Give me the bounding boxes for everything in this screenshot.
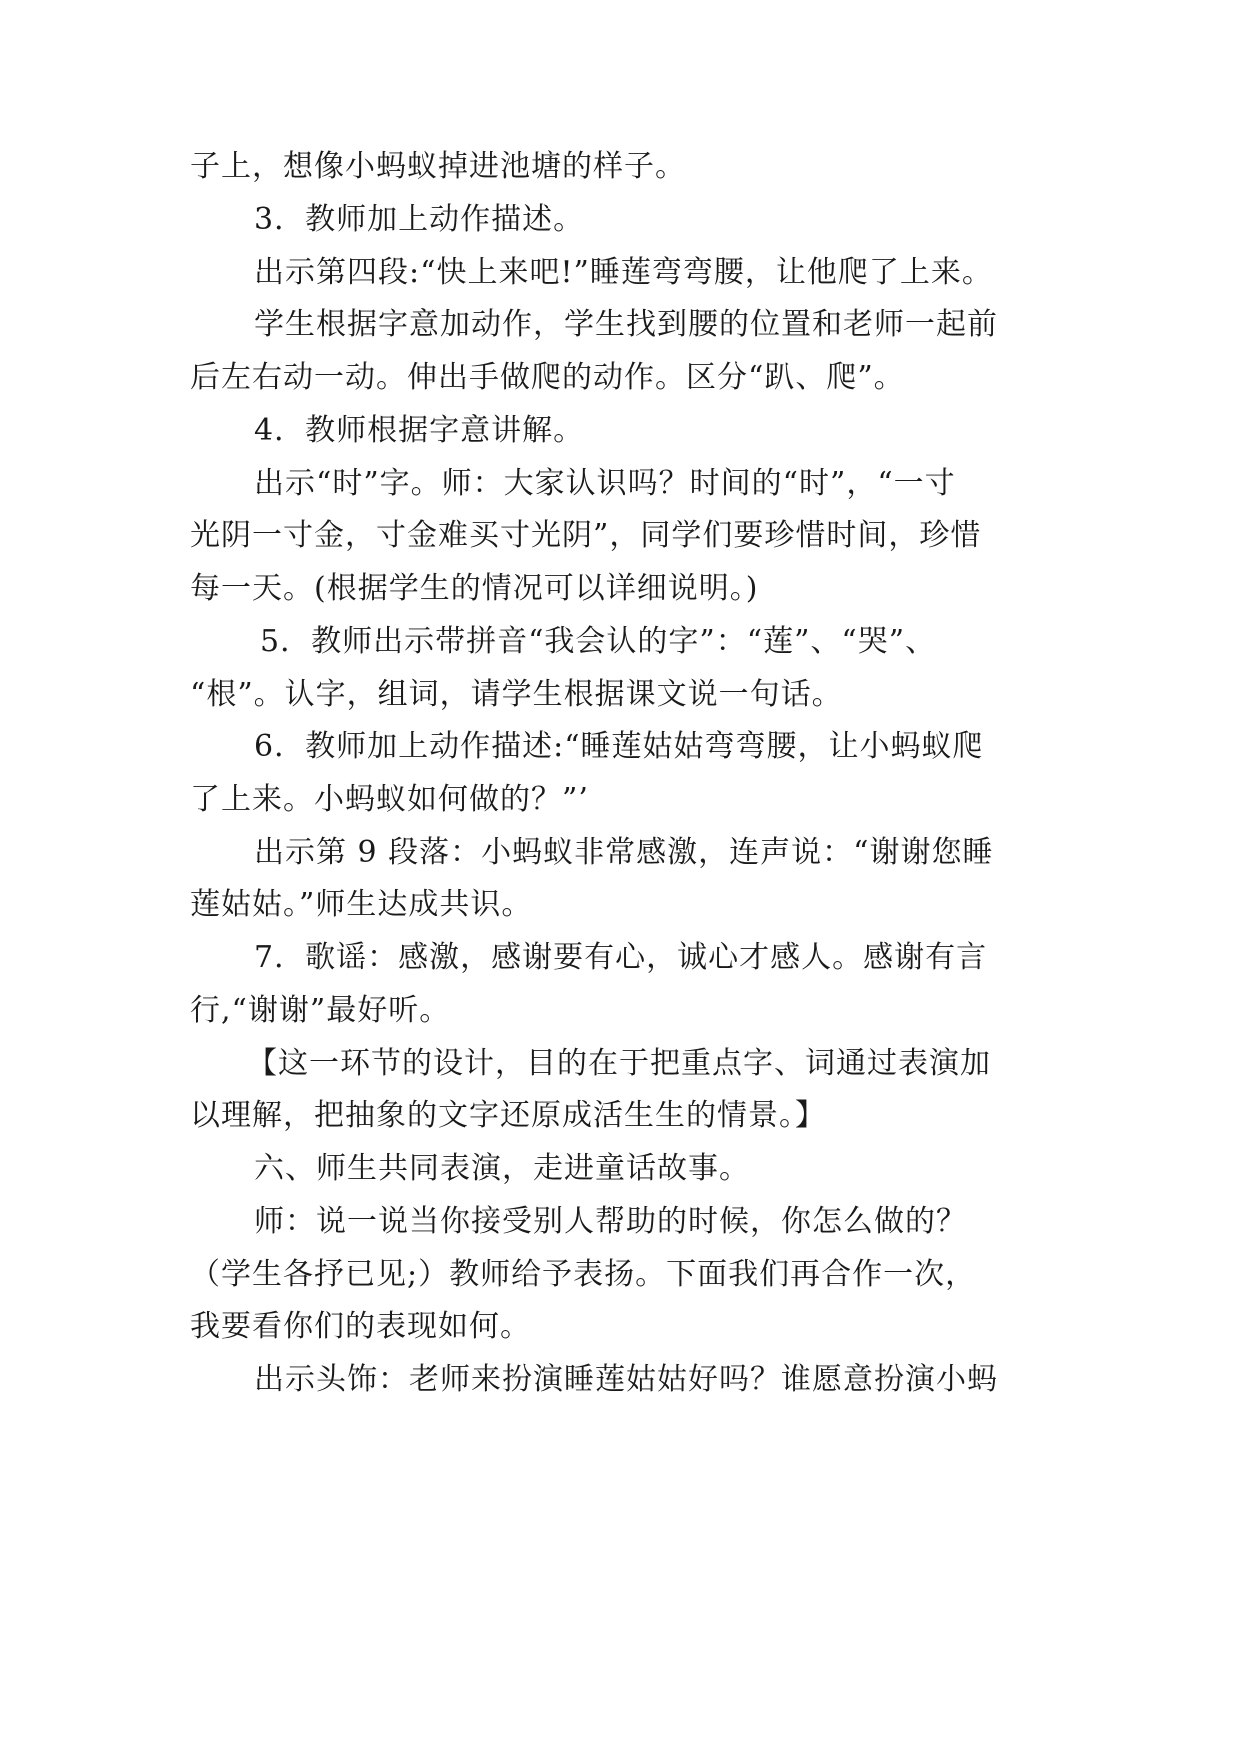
text-line-1: 子上，想像小蚂蚁掉进池塘的样子。 [190,149,686,184]
text-line-3: 出示第四段:“快上来吧!”睡莲弯弯腰，让他爬了上来。 [254,255,993,290]
text-line-17: 行,“谢谢”最好听。 [190,993,451,1028]
text-line-13: 了上来。小蚂蚁如何做的？”’ [190,782,589,817]
text-line-14: 出示第 9 段落：小蚂蚁非常感激，连声说：“谢谢您睡 [254,835,994,870]
text-line-9: 每一天。(根据学生的情况可以详细说明。) [190,571,759,606]
list-item-7: 7．歌谣：感激，感谢要有心，诚心才感人。感谢有言 [254,940,988,975]
text-line-21: 师：说一说当你接受别人帮助的时候，你怎么做的？ [254,1204,967,1239]
text-line-24: 出示头饰：老师来扮演睡莲姑姑好吗？谁愿意扮演小蚂 [254,1362,998,1397]
text-line-11: “根”。认字，组词，请学生根据课文说一句话。 [190,677,843,712]
design-note-line-1: 【这一环节的设计，目的在于把重点字、词通过表演加 [247,1046,991,1081]
text-line-23: 我要看你们的表现如何。 [190,1309,531,1344]
list-item-6: 6．教师加上动作描述:“睡莲姑姑弯弯腰，让小蚂蚁爬 [254,729,984,764]
text-line-5: 后左右动一动。伸出手做爬的动作。区分“趴、爬”。 [190,360,905,395]
list-item-5: 5．教师出示带拼音“我会认的字”：“莲”、“哭”、 [260,624,937,659]
text-line-4: 学生根据字意加动作，学生找到腰的位置和老师一起前 [254,307,998,342]
text-line-8: 光阴一寸金，寸金难买寸光阴”，同学们要珍惜时间，珍惜 [190,518,982,553]
section-heading-6: 六、师生共同表演，走进童话故事。 [254,1151,750,1186]
list-item-4: 4．教师根据字意讲解。 [254,413,585,448]
text-line-15: 莲姑姑。”师生达成共识。 [190,887,533,922]
design-note-line-2: 以理解，把抽象的文字还原成活生生的情景。】 [190,1098,826,1133]
list-item-3: 3．教师加上动作描述。 [254,202,585,237]
text-line-7: 出示“时”字。师：大家认识吗？时间的“时”，“一寸 [254,466,956,501]
text-line-22: （学生各抒已见;）教师给予表扬。下面我们再合作一次， [190,1257,977,1292]
